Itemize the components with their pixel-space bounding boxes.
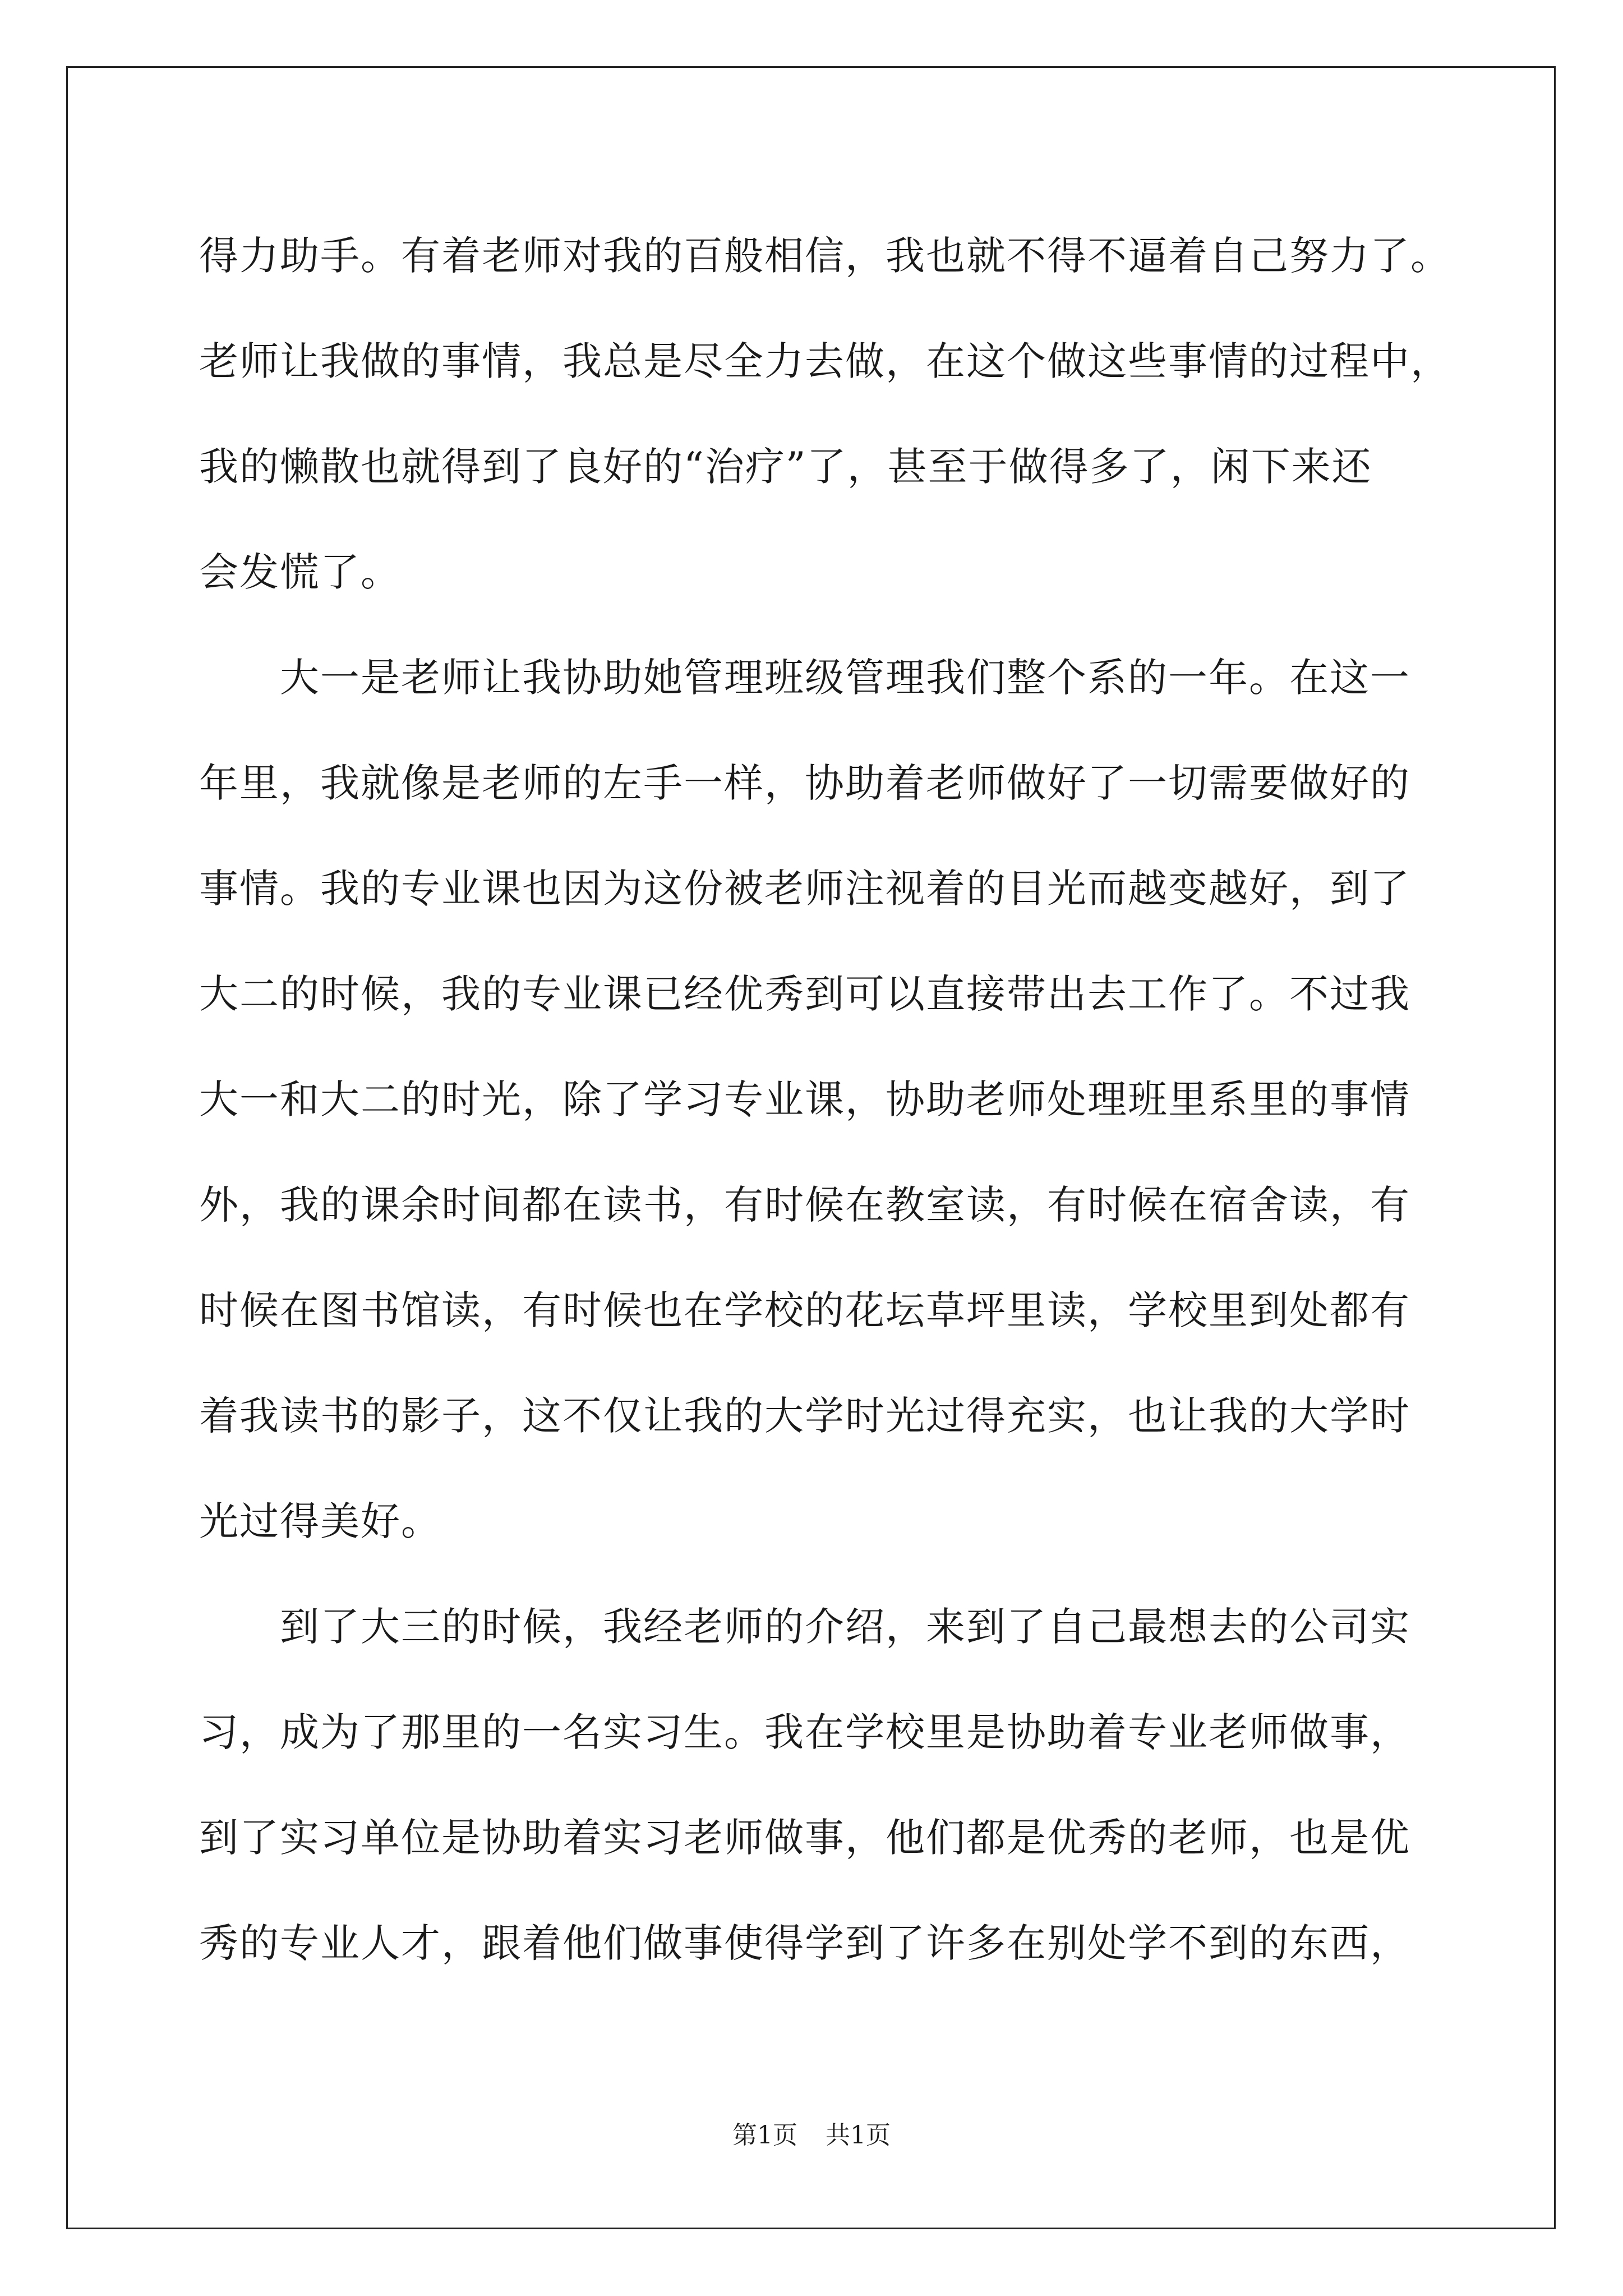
text-line-6: 年里，我就像是老师的左手一样，协助着老师做好了一切需要做好的: [199, 760, 1410, 806]
document-body: [199, 203, 1451, 1996]
text-line-13: 光过得美好。: [199, 1498, 441, 1544]
text-line-9: 大一和大二的时光，除了学习专业课，协助老师处理班里系里的事情: [199, 1076, 1410, 1122]
text-line-2: 老师让我做的事情，我总是尽全力去做，在这个做这些事情的过程中，: [199, 338, 1451, 384]
page-number-total: 共1页: [826, 2121, 891, 2150]
text-line-5: 大一是老师让我协助她管理班级管理我们整个系的一年。在这一: [199, 655, 1410, 701]
text-line-16: 到了实习单位是协助着实习老师做事，他们都是优秀的老师，也是优: [199, 1815, 1410, 1861]
text-line-14: 到了大三的时候，我经老师的介绍，来到了自己最想去的公司实: [199, 1604, 1410, 1650]
text-line-4: 会发慌了。: [199, 549, 401, 595]
text-line-10: 外，我的课余时间都在读书，有时候在教室读，有时候在宿舍读，有: [199, 1182, 1410, 1228]
text-line-17: 秀的专业人才，跟着他们做事使得学到了许多在别处学不到的东西，: [199, 1920, 1410, 1966]
text-line-1: 得力助手。有着老师对我的百般相信，我也就不得不逼着自己努力了。: [199, 233, 1451, 279]
page-number-current: 第1页: [732, 2121, 797, 2150]
text-line-3: 我的懒散也就得到了良好的“治疗”了，甚至于做得多了，闲下来还: [199, 444, 1372, 490]
text-line-15: 习，成为了那里的一名实习生。我在学校里是协助着专业老师做事，: [199, 1709, 1410, 1755]
text-line-8: 大二的时候，我的专业课已经优秀到可以直接带出去工作了。不过我: [199, 971, 1410, 1017]
page-footer: [0, 2119, 1623, 2152]
text-line-7: 事情。我的专业课也因为这份被老师注视着的目光而越变越好，到了: [199, 866, 1410, 912]
text-line-12: 着我读书的影子，这不仅让我的大学时光过得充实，也让我的大学时: [199, 1393, 1410, 1439]
text-line-11: 时候在图书馆读，有时候也在学校的花坛草坪里读，学校里到处都有: [199, 1287, 1410, 1333]
